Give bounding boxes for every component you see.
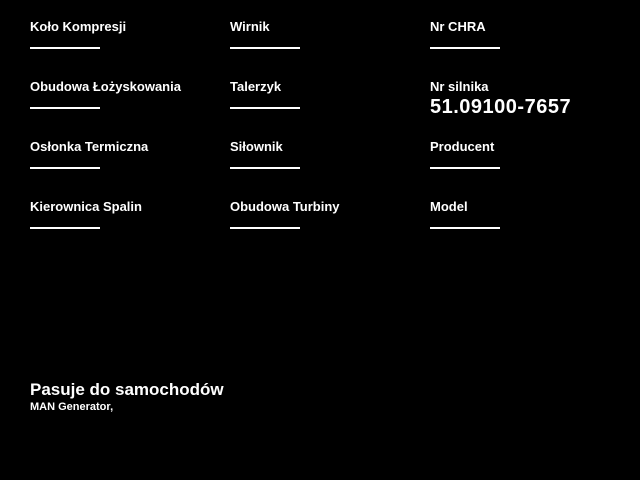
- field-underline: [230, 107, 300, 109]
- field-model: [430, 200, 630, 260]
- field-label: Koło Kompresji: [30, 19, 127, 34]
- fits-section: [30, 380, 224, 414]
- field-label: Obudowa Turbiny: [230, 199, 340, 214]
- field-nr-chra: [430, 20, 630, 80]
- field-underline: [430, 167, 500, 169]
- field-underline: [30, 47, 100, 49]
- field-talerzyk: [230, 80, 430, 140]
- field-kierownica-spalin: [30, 200, 230, 260]
- fits-vehicles: MAN Generator,: [30, 401, 114, 413]
- field-label: Kierownica Spalin: [30, 199, 142, 214]
- field-producent: [430, 140, 630, 200]
- field-value-engine-number: 51.09100-7657: [430, 96, 572, 118]
- field-silownik: [230, 140, 430, 200]
- field-wirnik: [230, 20, 430, 80]
- field-underline: [30, 107, 100, 109]
- fits-title: Pasuje do samochodów: [30, 380, 224, 399]
- field-underline: [230, 47, 300, 49]
- field-label: Wirnik: [230, 19, 270, 34]
- field-label: Siłownik: [230, 139, 283, 154]
- field-underline: [430, 47, 500, 49]
- field-underline: [430, 227, 500, 229]
- field-label: Obudowa Łożyskowania: [30, 79, 181, 94]
- field-nr-silnika: [430, 80, 630, 140]
- field-label: Nr CHRA: [430, 19, 486, 34]
- field-underline: [30, 227, 100, 229]
- field-label: Talerzyk: [230, 79, 282, 94]
- field-label: Nr silnika: [430, 79, 489, 94]
- field-obudowa-turbiny: [230, 200, 430, 260]
- field-kolo-kompresji: [30, 20, 230, 80]
- field-obudowa-lozyskowania: [30, 80, 230, 140]
- field-underline: [230, 167, 300, 169]
- spec-fields-grid: [30, 20, 630, 260]
- field-label: Producent: [430, 139, 495, 154]
- field-label: Osłonka Termiczna: [30, 139, 149, 154]
- field-underline: [230, 227, 300, 229]
- field-underline: [30, 167, 100, 169]
- field-label: Model: [430, 199, 468, 214]
- field-oslonka-termiczna: [30, 140, 230, 200]
